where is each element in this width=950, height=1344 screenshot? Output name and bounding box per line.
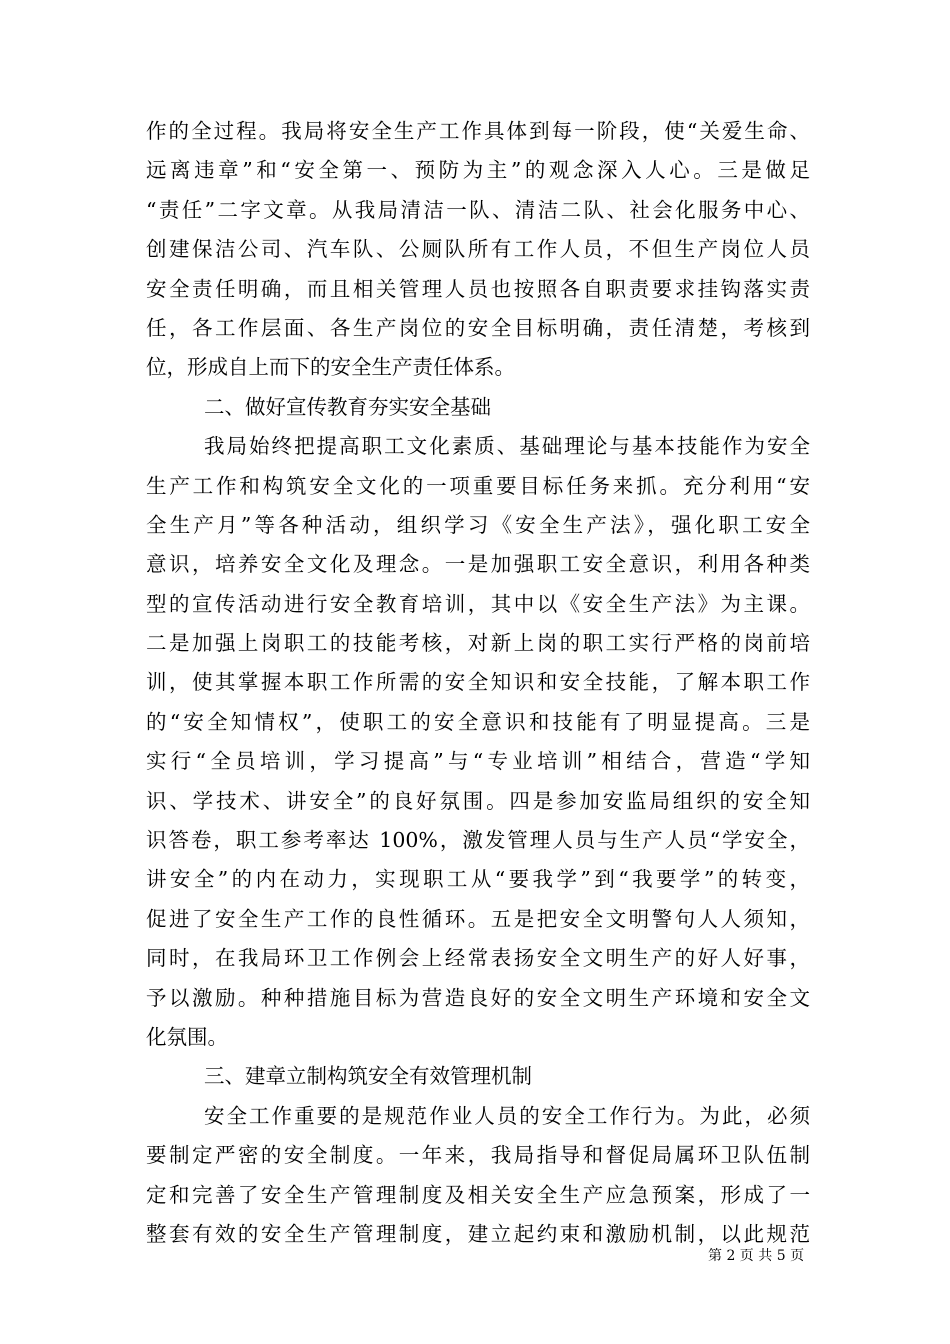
text-line: “责任”二字文章。从我局清洁一队、清洁二队、社会化服务中心、 — [146, 197, 810, 222]
text-line: 同时，在我局环卫工作例会上经常表扬安全文明生产的好人好事， — [146, 946, 810, 971]
text-line: 二是加强上岗职工的技能考核，对新上岗的职工实行严格的岗前培 — [146, 631, 810, 656]
text-line: 作的全过程。我局将安全生产工作具体到每一阶段，使“关爱生命、 — [146, 119, 810, 143]
text-line: 识答卷，职工参考率达 100%，激发管理人员与生产人员“学安全， — [146, 828, 810, 853]
text-line: 讲安全”的内在动力，实现职工从“要我学”到“我要学”的转变， — [146, 867, 810, 892]
text-line: 的“安全知情权”，使职工的安全意识和技能有了明显提高。三是 — [146, 709, 810, 734]
text-line: 予以激励。种种措施目标为营造良好的安全文明生产环境和安全文 — [146, 985, 810, 1010]
text-line: 定和完善了安全生产管理制度及相关安全生产应急预案，形成了一 — [146, 1182, 810, 1207]
text-line: 安全责任明确，而且相关管理人员也按照各自职责要求挂钩落实责 — [146, 276, 810, 301]
text-line: 生产工作和构筑安全文化的一项重要目标任务来抓。充分利用“安 — [146, 473, 810, 498]
text-line: 化氛围。 — [146, 1024, 228, 1049]
text-line: 实行“全员培训，学习提高”与“专业培训”相结合，营造“学知 — [146, 749, 810, 774]
text-line: 任，各工作层面、各生产岗位的安全目标明确，责任清楚，考核到 — [146, 315, 810, 340]
document-body — [146, 112, 810, 1254]
text-line: 全生产月”等各种活动，组织学习《安全生产法》，强化职工安全 — [146, 512, 810, 537]
text-line: 促进了安全生产工作的良性循环。五是把安全文明警句人人须知， — [146, 906, 810, 931]
page-number: 第 2 页 共 5 页 — [708, 1248, 805, 1264]
text-line: 位，形成自上而下的安全生产责任体系。 — [146, 355, 515, 380]
text-line: 识、学技术、讲安全”的良好氛围。四是参加安监局组织的安全知 — [146, 788, 810, 813]
text-line: 远离违章”和“安全第一、预防为主”的观念深入人心。三是做足 — [146, 158, 810, 183]
text-line: 创建保洁公司、汽车队、公厕队所有工作人员，不但生产岗位人员 — [146, 237, 810, 262]
section-heading: 二、做好宣传教育夯实安全基础 — [204, 394, 491, 419]
text-line: 要制定严密的安全制度。一年来，我局指导和督促局属环卫队伍制 — [146, 1143, 810, 1168]
text-line: 型的宣传活动进行安全教育培训，其中以《安全生产法》为主课。 — [146, 591, 810, 616]
text-line: 我局始终把提高职工文化素质、基础理论与基本技能作为安全 — [204, 434, 810, 459]
text-line: 意识，培养安全文化及理念。一是加强职工安全意识，利用各种类 — [146, 552, 810, 577]
text-line: 安全工作重要的是规范作业人员的安全工作行为。为此，必须 — [204, 1103, 810, 1128]
text-line: 整套有效的安全生产管理制度，建立起约束和激励机制，以此规范 — [146, 1221, 810, 1246]
text-line: 训，使其掌握本职工作所需的安全知识和安全技能，了解本职工作 — [146, 670, 810, 695]
section-heading: 三、建章立制构筑安全有效管理机制 — [204, 1064, 532, 1089]
